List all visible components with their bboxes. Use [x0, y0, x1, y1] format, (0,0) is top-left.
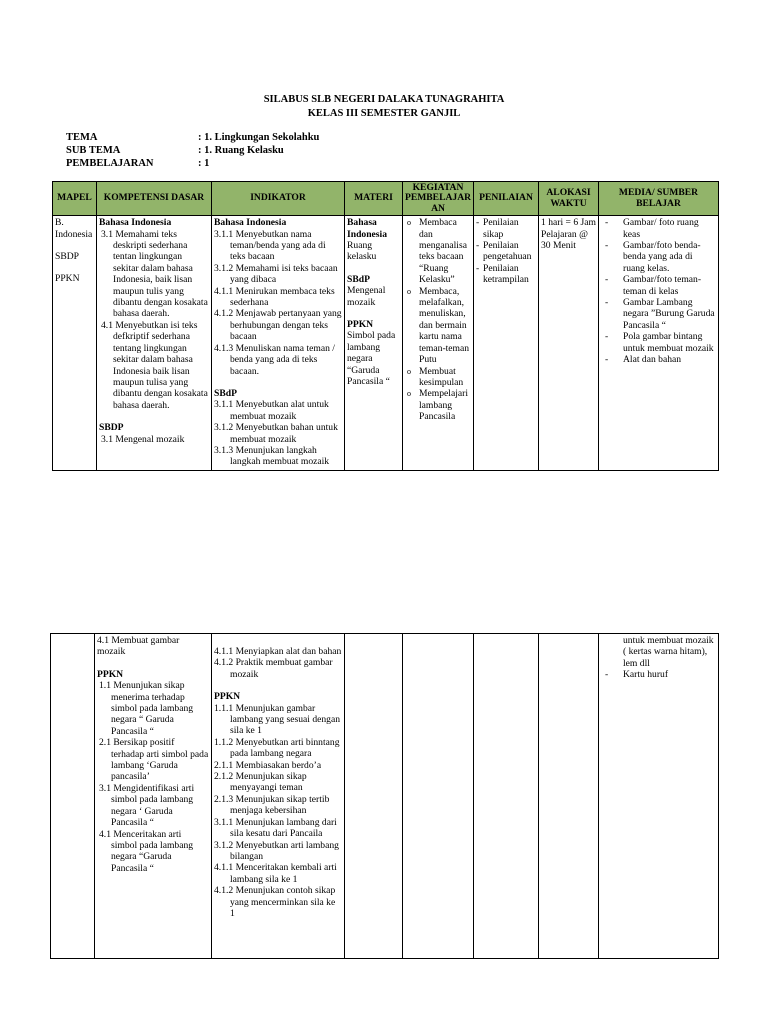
kegiatan-item: o Membuat kesimpulan [405, 366, 471, 389]
alokasi-cell [539, 216, 599, 471]
indikator-heading: PPKN [214, 691, 241, 703]
meta-label: PEMBELAJARAN [66, 158, 154, 169]
media-item: - Gambar/foto benda-benda yang ada di ruang kelas. [601, 240, 716, 274]
meta-value: : 1 [198, 158, 210, 169]
materi-cell [345, 634, 403, 959]
indikator-item: 4.1.2 Praktik membuat gambar mozaik [214, 657, 333, 680]
media-item: - Gambar/ foto ruang keas [601, 217, 716, 240]
col-kompetensi-dasar: KOMPETENSI DASAR [97, 182, 212, 216]
indikator-item: 2.1.3 Menunjukan sikap tertib menjaga kebersihan [214, 793, 330, 817]
indikator-item: 4.1.3 Menuliskan nama teman / benda yang ada di teks bacaan. [214, 342, 335, 377]
indikator-item: 1.1.2 Menyebutkan arti binntang pada lambang negara [214, 736, 340, 760]
indikator-heading: SBdP [214, 387, 237, 399]
indikator-item: 4.1.1 Menceritakan kembali arti lambang sila ke 1 [214, 862, 337, 885]
kd-cell [95, 634, 212, 959]
indikator-item: 4.1.1 Menirukan membaca teks sederhana [214, 285, 335, 309]
media-cell [599, 634, 719, 959]
kd-item: 1.1 Menunjukan sikap menerima terhadap simbol pada lambang negara “ Garuda Pancasila “ [99, 680, 194, 737]
penilaian-cell [474, 216, 539, 471]
indikator-item: 2.1.1 Membiasakan berdo’a [214, 759, 322, 771]
meta-label: SUB TEMA [66, 145, 121, 156]
col-indikator: INDIKATOR [212, 182, 345, 216]
kegiatan-cell [403, 634, 474, 959]
materi-item: Simbol pada lambang negara “Garuda Pancasila “ [347, 330, 396, 388]
kd-heading: Bahasa Indonesia [99, 217, 172, 229]
kd-item: 4.1 Membuat gambar mozaik [97, 635, 180, 658]
kd-item: 2.1 Bersikap positif terhadap arti simbol pada lambang ‘Garuda pancasila’ [99, 737, 209, 783]
indikator-cell [212, 634, 345, 959]
indikator-cell [212, 216, 345, 471]
materi-item: Ruang kelasku [347, 240, 377, 263]
indikator-item: 3.1.2 Menyebutkan bahan untuk membuat mozaik [214, 422, 338, 445]
indikator-item: 3.1.1 Menyebutkan alat untuk membuat mozaik [214, 399, 329, 422]
kegiatan-item: o Membaca, melafalkan, menuliskan, dan bermain kartu nama teman-teman Putu [405, 286, 471, 366]
syllabus-table-page2 [50, 633, 719, 959]
media-item: - Gambar/foto teman-teman di kelas [601, 274, 716, 297]
penilaian-item: - Penilaian sikap [476, 217, 536, 240]
kd-item: 4.1 Menceritakan arti simbol pada lambang negara “Garuda Pancasila “ [99, 828, 194, 874]
indikator-item: 3.1.2 Memahami isi teks bacaan yang dibaca [214, 262, 338, 286]
mapel-cell [51, 634, 95, 959]
alokasi-value: 1 hari = 6 Jam Pelajaran @ 30 Menit [541, 217, 596, 252]
mapel-item: B. Indonesia [55, 217, 93, 240]
col-alokasi: ALOKASI WAKTU [539, 182, 599, 216]
indikator-item: 3.1.1 Menunjukan lambang dari sila kesatu dari Pancaila [214, 816, 337, 840]
media-item: - Alat dan bahan [601, 354, 716, 365]
table-row [51, 634, 719, 959]
col-mapel: MAPEL [53, 182, 97, 216]
indikator-item: 2.1.2 Menunjukan sikap menyayangi teman [214, 771, 307, 794]
indikator-item: 3.1.3 Menunjukan langkah langkah membuat mozaik [214, 444, 330, 468]
media-item: - Kartu huruf [601, 669, 716, 680]
col-materi: MATERI [345, 182, 403, 216]
media-item: - Pola gambar bintang untuk membuat mozaik [601, 331, 716, 354]
materi-heading: Bahasa Indonesia [347, 217, 387, 240]
mapel-cell [53, 216, 97, 471]
materi-heading: SBdP [347, 273, 370, 285]
kd-cell [97, 216, 212, 471]
mapel-item: SBDP [55, 251, 79, 263]
col-penilaian: PENILAIAN [474, 182, 539, 216]
syllabus-table-page1 [52, 181, 719, 471]
alokasi-cell [539, 634, 599, 959]
kd-item: 3.1 Memahami teks deskripti sederhana tentan lingkungan sekitar dalam bahasa Indonesia, baik lisan maupun tulis yang dibantu dengan kosakata bahasa daerah. [101, 228, 208, 320]
penilaian-item: - Penilaian ketrampilan [476, 263, 536, 286]
media-item-continued: untuk membuat mozaik ( kertas warna hitam), lem dll [623, 635, 714, 669]
media-cell [599, 216, 719, 471]
meta-value: : 1. Ruang Kelasku [198, 145, 284, 156]
kd-item: 3.1 Mengidentifikasi arti simbol pada lambang negara ‘ Garuda Pancasila “ [99, 782, 195, 829]
class-semester-title: KELAS III SEMESTER GANJIL [307, 108, 461, 119]
meta-value: : 1. Lingkungan Sekolahku [198, 132, 320, 143]
penilaian-item: - Penilaian pengetahuan [476, 240, 536, 263]
meta-label: TEMA [66, 132, 98, 143]
materi-item: Mengenal mozaik [347, 285, 386, 308]
media-item: - Gambar Lambang negara ”Burung Garuda Pancasila “ [601, 297, 716, 331]
materi-cell [345, 216, 403, 471]
kegiatan-cell [403, 216, 474, 471]
table-header-row [53, 182, 719, 216]
indikator-item: 3.1.1 Menyebutkan nama teman/benda yang ada di teks bacaan [214, 228, 326, 263]
col-media: MEDIA/ SUMBER BELAJAR [599, 182, 719, 216]
indikator-item: 4.1.1 Menyiapkan alat dan bahan [214, 646, 342, 657]
table-row [53, 216, 719, 471]
kegiatan-item: o Membaca dan menganalisa teks bacaan “Ruang Kelasku” [405, 217, 471, 285]
indikator-item: 1.1.1 Menunjukan gambar lambang yang sesuai dengan sila ke 1 [214, 702, 341, 737]
mapel-item: PPKN [55, 273, 80, 285]
kegiatan-item: o Mempelajari lambang Pancasila [405, 388, 471, 422]
indikator-item: 4.1.2 Menjawab pertanyaan yang berhubungan dengan teks bacaan [214, 308, 342, 343]
col-kegiatan: KEGIATAN PEMBELAJAR AN [403, 182, 474, 216]
indikator-item: 3.1.2 Menyebutkan arti lambang bilangan [214, 839, 339, 862]
penilaian-cell [474, 634, 539, 959]
indikator-item: 4.1.2 Menunjukan contoh sikap yang mencerminkan sila ke 1 [214, 885, 336, 919]
kd-item: 4.1 Menyebutkan isi teks defkriptif sederhana tentang lingkungan sekitar dalam bahasa Indonesia baik lisan maupun tulisa yang dibantu dengan kosakata bahasa daerah. [101, 319, 208, 411]
materi-heading: PPKN [347, 319, 374, 331]
kd-item: 3.1 Mengenal mozaik [101, 433, 185, 445]
kd-heading: SBDP [99, 422, 124, 434]
syllabus-title: SILABUS SLB NEGERI DALAKA TUNAGRAHITA [263, 94, 505, 105]
indikator-heading: Bahasa Indonesia [214, 217, 287, 229]
kd-heading: PPKN [97, 668, 124, 680]
